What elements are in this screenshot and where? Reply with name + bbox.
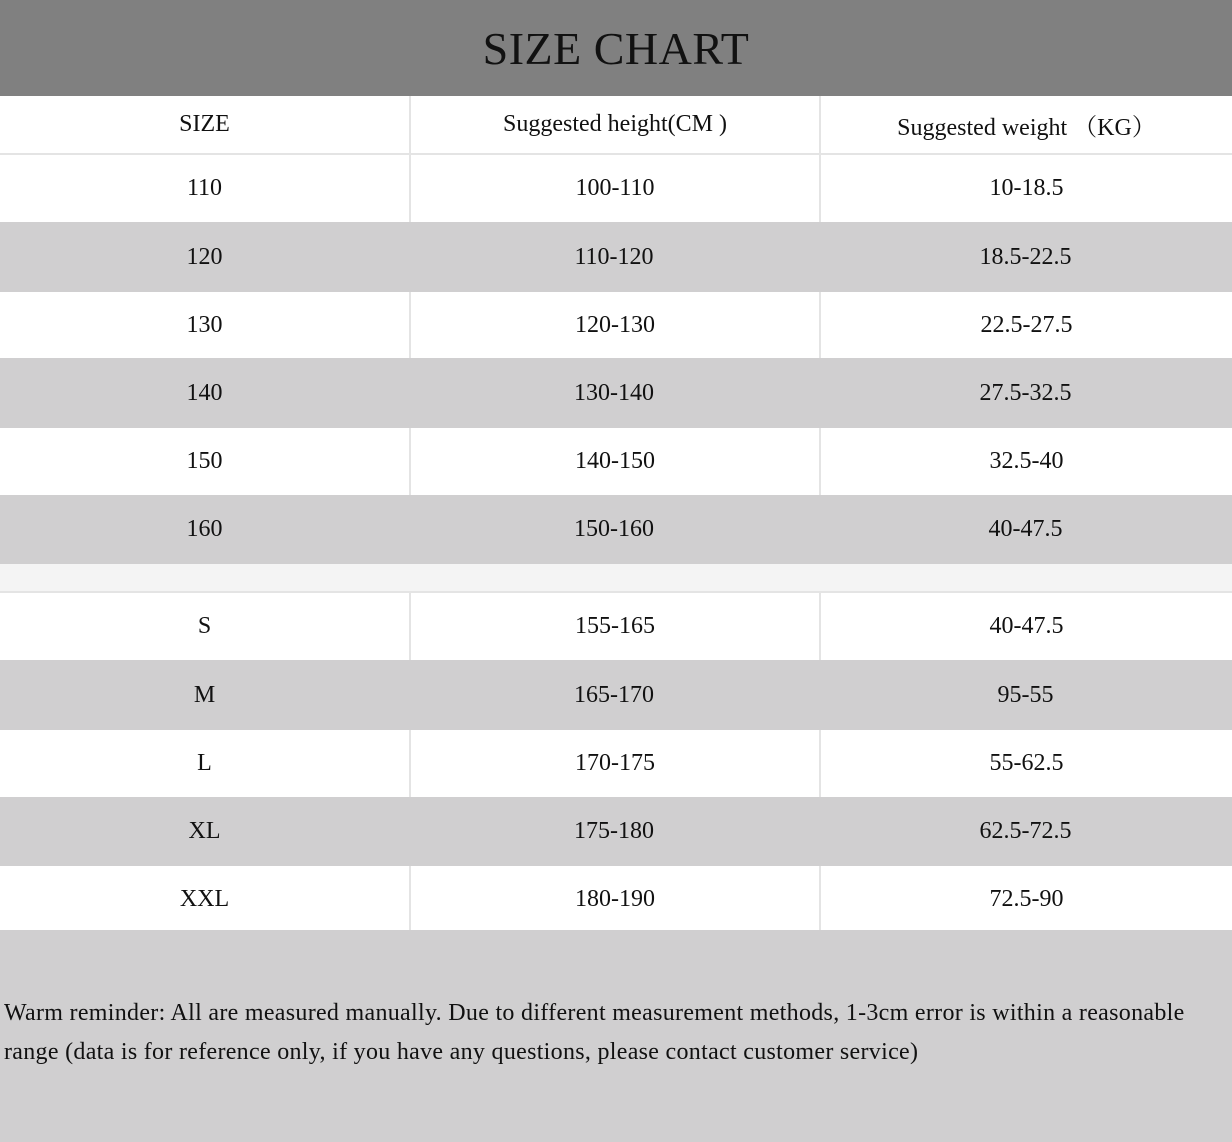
reminder-panel — [0, 930, 1232, 1142]
height-cell: 150-160 — [574, 516, 654, 542]
size-cell: XL — [188, 818, 221, 844]
table-row — [0, 660, 1232, 730]
table-row — [0, 428, 1232, 495]
table-row — [0, 730, 1232, 797]
adult-size-rows — [0, 593, 1232, 933]
header-weight: Suggested weight （KG） — [819, 96, 1232, 153]
weight-cell: 18.5-22.5 — [979, 243, 1072, 270]
weight-cell: 10-18.5 — [819, 155, 1232, 222]
table-row — [0, 797, 1232, 866]
height-cell: 175-180 — [574, 818, 654, 844]
size-cell: S — [197, 613, 212, 639]
table-row — [0, 866, 1232, 933]
kids-size-rows — [0, 155, 1232, 564]
weight-cell: 32.5-40 — [819, 428, 1232, 495]
height-cell: 140-150 — [409, 428, 819, 495]
weight-cell: 55-62.5 — [819, 730, 1232, 797]
header-height: Suggested height(CM ) — [409, 96, 819, 153]
section-divider — [0, 564, 1232, 593]
height-cell: 110-120 — [574, 243, 654, 270]
weight-cell: 22.5-27.5 — [819, 292, 1232, 358]
size-cell: 150 — [186, 448, 223, 474]
size-cell: L — [197, 750, 212, 776]
table-row — [0, 593, 1232, 660]
size-cell: 110 — [186, 175, 223, 201]
size-cell: 160 — [186, 516, 223, 542]
height-cell: 100-110 — [409, 155, 819, 222]
table-row — [0, 495, 1232, 564]
weight-cell: 40-47.5 — [988, 516, 1063, 542]
height-cell: 170-175 — [409, 730, 819, 797]
weight-cell: 27.5-32.5 — [979, 379, 1072, 406]
height-cell: 120-130 — [409, 292, 819, 358]
size-cell: 120 — [186, 243, 223, 270]
height-cell: 165-170 — [574, 681, 654, 708]
height-cell: 155-165 — [409, 593, 819, 660]
reminder-text: Warm reminder: All are measured manually. Due to different measurement methods, 1-3cm error is within a reasonable range (data is for reference only, if you have any questions, please contact customer service) — [4, 1000, 1185, 1065]
size-cell: XXL — [179, 886, 230, 912]
page-title: SIZE CHART — [482, 22, 750, 74]
weight-cell: 40-47.5 — [819, 593, 1232, 660]
weight-cell: 62.5-72.5 — [979, 818, 1072, 844]
table-row — [0, 222, 1232, 292]
height-cell: 180-190 — [409, 866, 819, 933]
height-cell: 130-140 — [574, 379, 654, 406]
weight-cell: 72.5-90 — [819, 866, 1232, 933]
size-cell: 130 — [186, 311, 223, 338]
weight-cell: 95-55 — [997, 681, 1054, 708]
table-row — [0, 358, 1232, 428]
size-table — [0, 96, 1232, 933]
table-row — [0, 155, 1232, 222]
header-size: SIZE — [179, 111, 230, 137]
size-cell: 140 — [186, 379, 223, 406]
size-cell: M — [193, 681, 216, 708]
table-header-row — [0, 96, 1232, 155]
title-banner — [0, 0, 1232, 96]
table-row — [0, 292, 1232, 358]
